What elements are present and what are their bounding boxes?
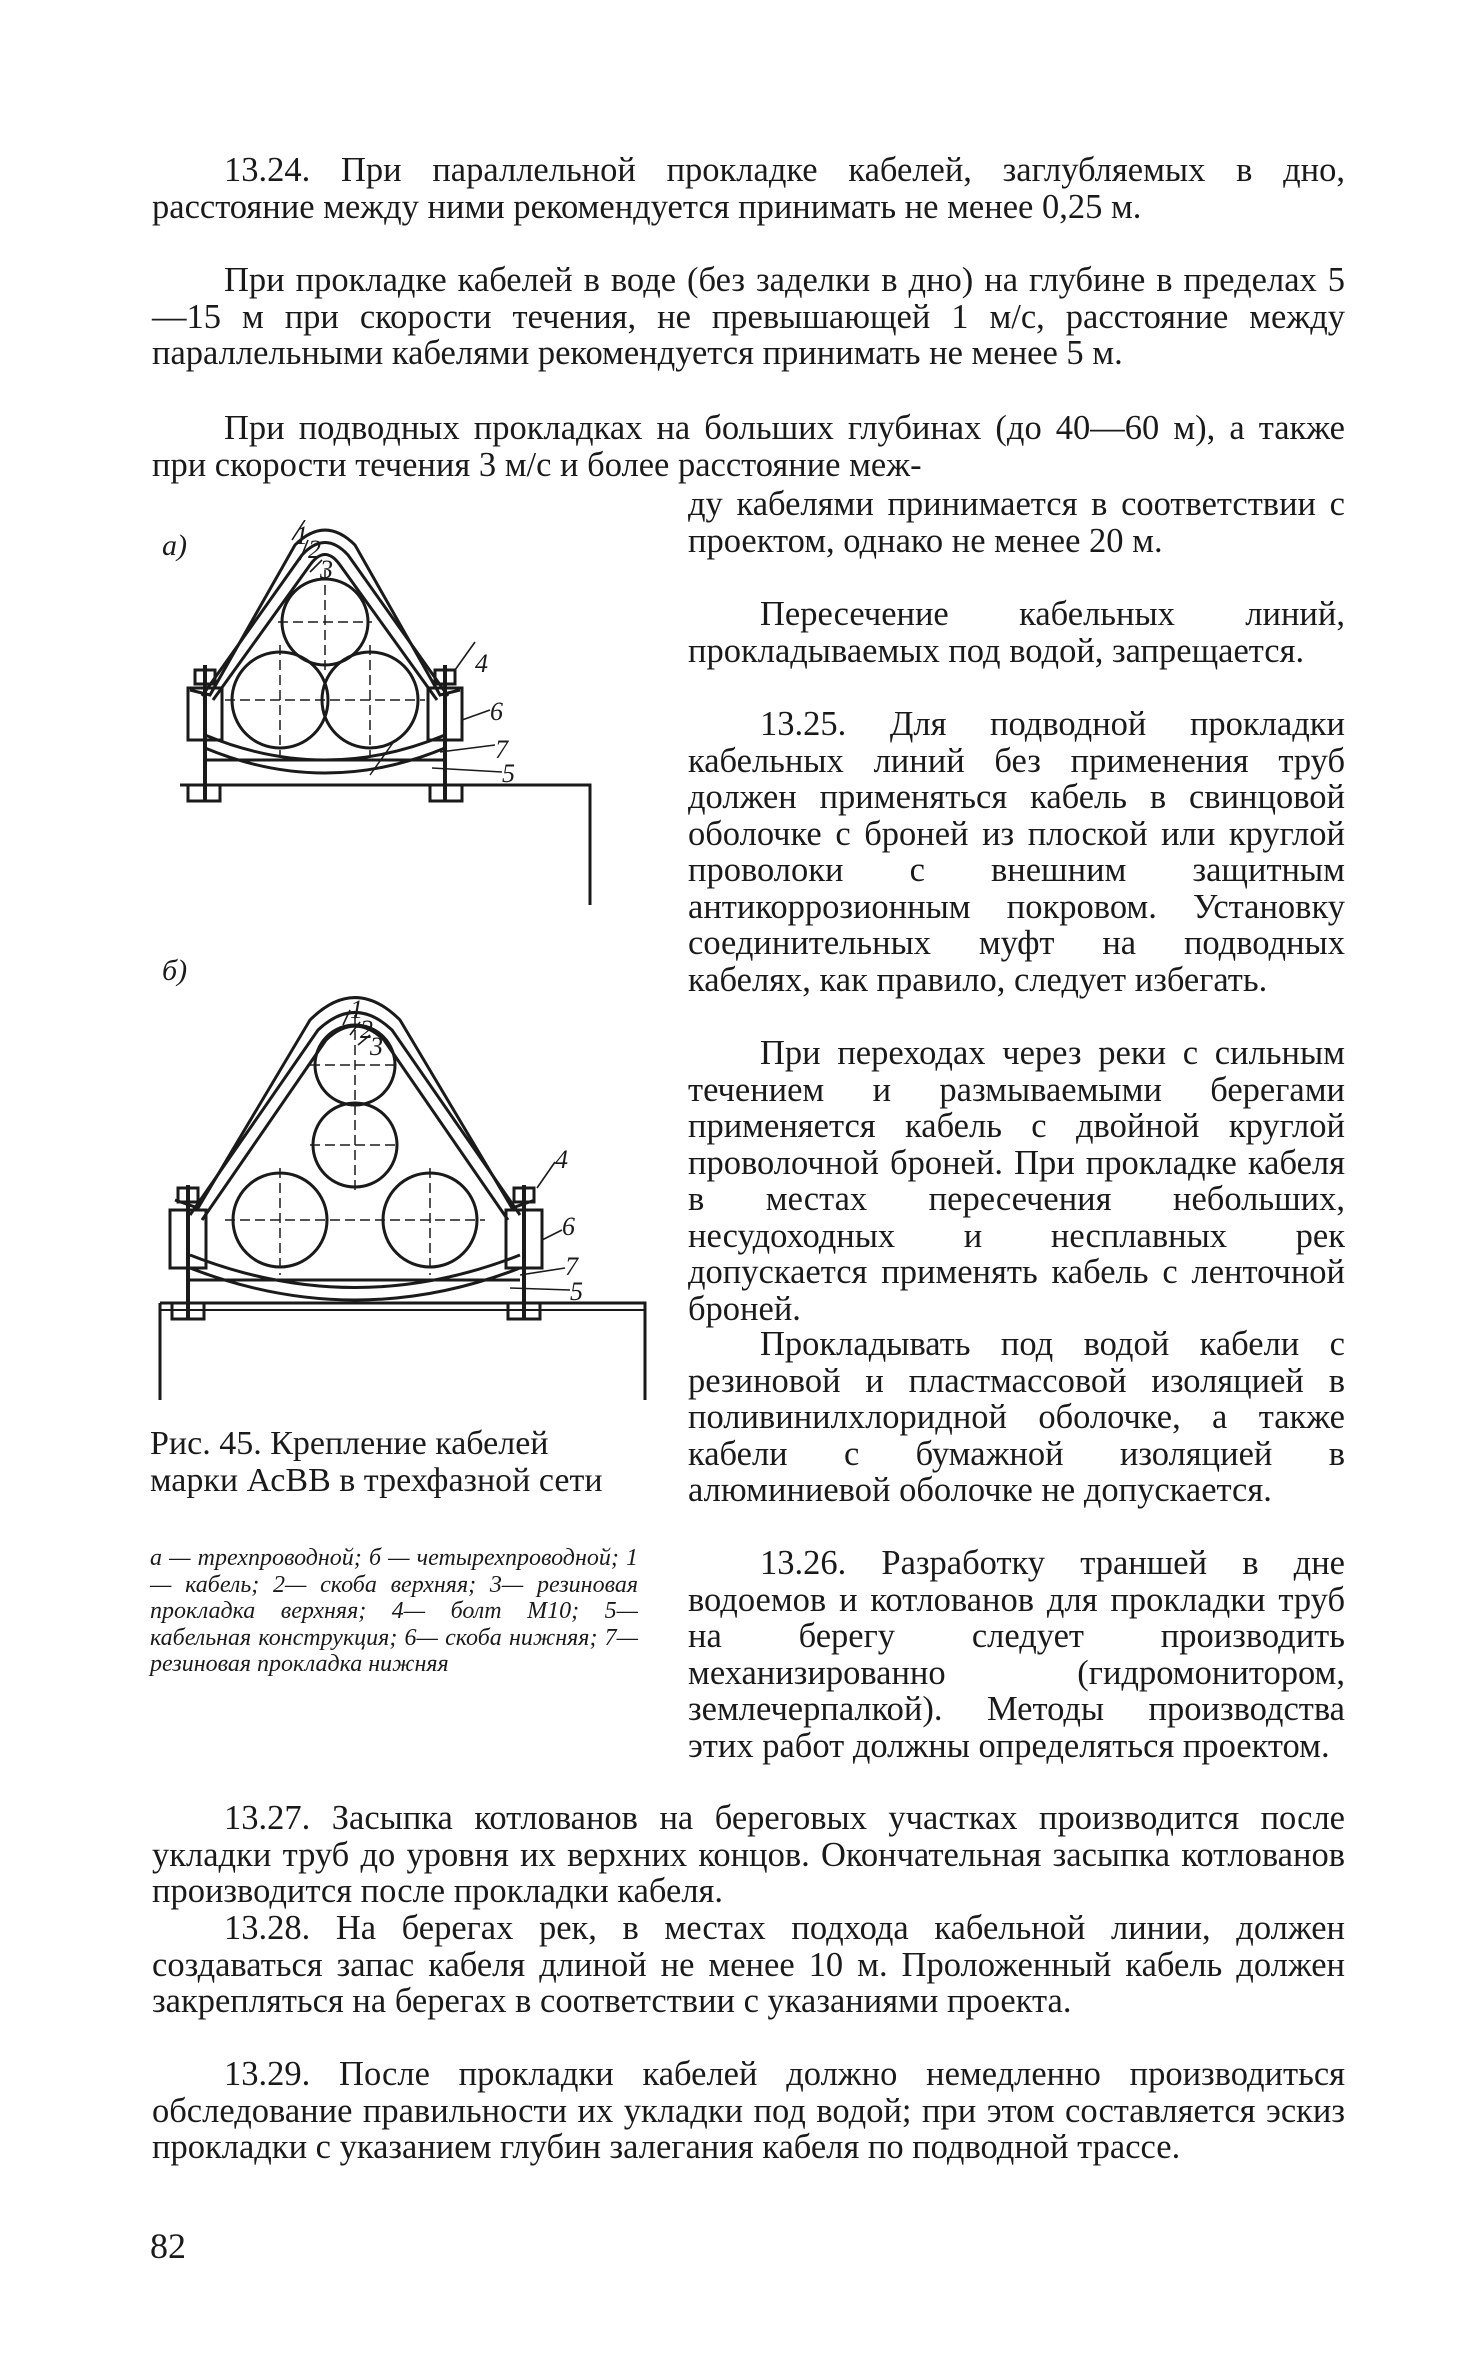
- callout-b-5: 5: [570, 1277, 583, 1306]
- paragraph-13-26: 13.26. Разработку траншей в дне водоемов и котлованов для прокладки труб на берегу следует производить механизированно (гидромонитором, землечерпалкой). Методы производства этих работ должны определяться проектом.: [688, 1544, 1345, 1765]
- callout-a-2: 2: [308, 535, 321, 564]
- callout-b-7: 7: [565, 1252, 578, 1281]
- figure-a-label: а): [162, 529, 187, 562]
- callout-a-4: 4: [475, 649, 488, 678]
- figure-b-four-wire: [160, 998, 645, 1401]
- callout-b-2: 2: [360, 1015, 373, 1044]
- page-number: 82: [150, 2226, 186, 2266]
- callout-a-5: 5: [502, 759, 515, 788]
- paragraph-13-24: 13.24. При параллельной прокладке кабелей, заглубляемых в дно, расстояние между ними рекомендуется принимать не менее 0,25 м.: [152, 151, 1345, 226]
- paragraph-13-25: 13.25. Для подводной прокладки кабельных линий без применения труб должен применяться кабель в свинцовой оболочке с броней из плоской или круглой проволоки с внешним защитным антикоррозионным покровом. Установку соединительных муфт на подводных кабелях, как правило, следует избегать.: [688, 705, 1345, 999]
- figure-legend: а — трехпроводной; б — четырехпроводной; 1— кабель; 2— скоба верхняя; 3— резиновая прокладка верхняя; 4— болт М10; 5— кабельная конструкция; 6— скоба нижняя; 7— резиновая прокладка нижняя: [150, 1545, 638, 1677]
- callout-b-6: 6: [562, 1212, 575, 1241]
- cable-mount-figure: [150, 520, 670, 1410]
- figure-a-three-wire: [180, 530, 590, 905]
- callout-a-1: 1: [295, 521, 308, 550]
- paragraph-insulation: Прокладывать под водой кабели с резиновой и пластмассовой изоляцией в поливинилхлоридной оболочке, а также кабели с бумажной изоляцией в алюминиевой оболочке не допускается.: [688, 1325, 1345, 1509]
- paragraph-deep-water: При подводных прокладках на больших глубинах (до 40—60 м), а также при скорости течения 3 м/с и более расстояние меж-: [152, 409, 1345, 484]
- paragraph-13-28: 13.28. На берегах рек, в местах подхода кабельной линии, должен создаваться запас кабеля длиной не менее 10 м. Проложенный кабель должен закрепляться на берегах в соответствии с указаниями проекта.: [152, 1909, 1345, 2020]
- callout-a-6: 6: [490, 697, 503, 726]
- figure-caption: Рис. 45. Крепление кабелей марки АсВВ в трехфазной сети: [150, 1425, 603, 1499]
- figure-b-label: б): [162, 954, 188, 987]
- paragraph-river-crossing: При переходах через реки с сильным течением и размываемыми берегами применяется кабель с двойной круглой проволочной броней. При прокладке кабеля в местах пересечения небольших, несудоходных и несплавных рек допускается применять кабель с ленточной броней.: [688, 1034, 1345, 1328]
- paragraph-depth-5-15: При прокладке кабелей в воде (без заделки в дно) на глубине в пределах 5—15 м при скорости течения, не превышающей 1 м/с, расстояние между параллельными кабелями рекомендуется принимать не менее 5 м.: [152, 261, 1345, 372]
- callout-a-3: 3: [320, 555, 333, 584]
- callout-b-1: 1: [350, 995, 363, 1024]
- paragraph-deep-water-cont: ду кабелями принимается в соответствии с проектом, однако не менее 20 м.: [688, 485, 1345, 560]
- paragraph-13-27: 13.27. Засыпка котлованов на береговых участках производится после укладки труб до уровня их верхних концов. Окончательная засыпка котлованов производится после прокладки кабеля.: [152, 1799, 1345, 1910]
- callout-a-7: 7: [495, 735, 508, 764]
- callout-b-3: 3: [370, 1032, 383, 1061]
- callout-b-4: 4: [555, 1145, 568, 1174]
- paragraph-13-29: 13.29. После прокладки кабелей должно немедленно производиться обследование правильности их укладки под водой; при этом составляется эскиз прокладки с указанием глубин залегания кабеля по подводной трассе.: [152, 2055, 1345, 2166]
- paragraph-crossing: Пересечение кабельных линий, прокладываемых под водой, запрещается.: [688, 595, 1345, 670]
